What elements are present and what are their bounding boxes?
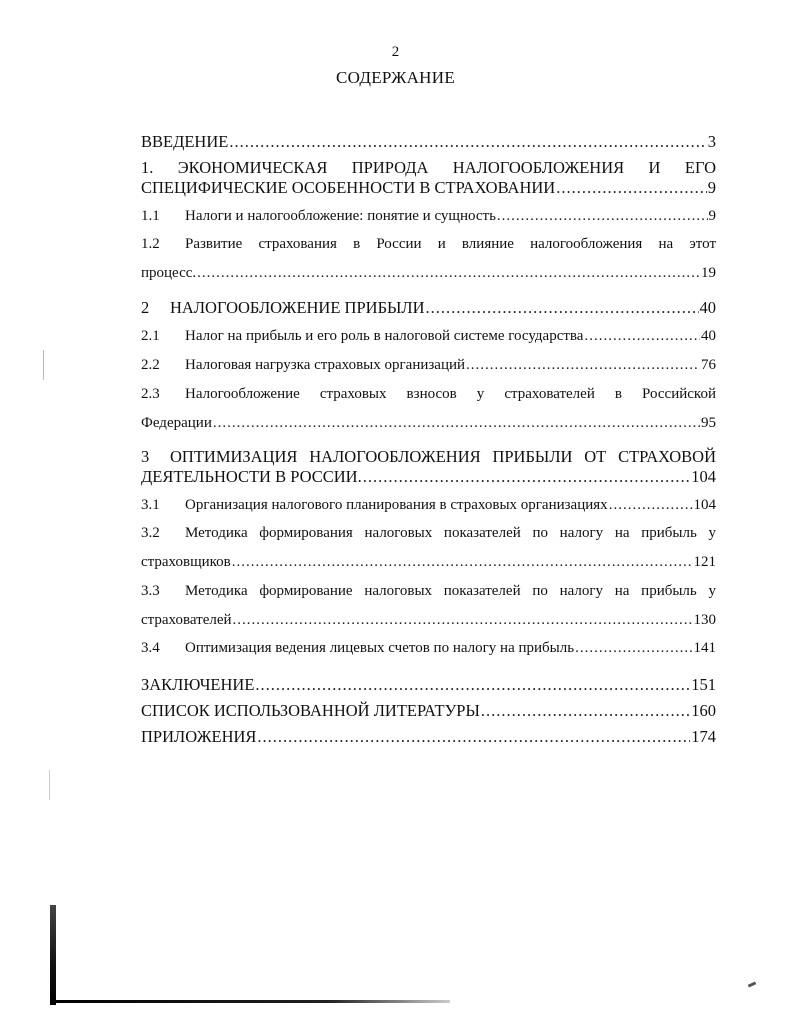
toc-entry-chapter-1[interactable]	[141, 158, 716, 198]
toc-page-number: 76	[701, 357, 716, 373]
toc-entry-text-cont: процесс.	[141, 265, 197, 281]
leader-dots	[497, 206, 708, 226]
scan-artifact-line	[43, 350, 44, 380]
toc-entry-text: ОПТИМИЗАЦИЯ НАЛОГООБЛОЖЕНИЯ ПРИБЫЛИ ОТ СТРАХОВОЙ	[170, 447, 716, 466]
leader-dots	[363, 467, 691, 487]
toc-page-number: 174	[691, 727, 716, 746]
toc-entry-text-cont: ДЕЯТЕЛЬНОСТИ В РОССИИ.	[141, 467, 362, 486]
leader-dots	[257, 727, 690, 747]
toc-entry-section-2-2[interactable]	[141, 355, 716, 375]
toc-entry-text: ВВЕДЕНИЕ	[141, 132, 229, 151]
leader-dots	[255, 675, 690, 695]
toc-page-number: 151	[691, 675, 716, 694]
toc-entry-text: Налоговая нагрузка страховых организаций	[185, 357, 466, 373]
page-number: 2	[391, 44, 400, 60]
toc-page-number: 141	[693, 640, 716, 656]
leader-dots	[466, 355, 700, 375]
leader-dots	[213, 413, 700, 433]
toc-section-number: 3.4	[141, 640, 160, 656]
toc-entry-chapter-2[interactable]	[141, 298, 716, 318]
toc-entry-section-3-3[interactable]	[141, 581, 716, 630]
scan-edge-shadow	[50, 905, 56, 1005]
toc-page-number: 104	[691, 467, 716, 486]
leader-dots	[584, 326, 700, 346]
leader-dots	[481, 701, 690, 721]
leader-dots	[609, 495, 693, 515]
toc-entry-section-3-2[interactable]	[141, 523, 716, 572]
toc-page-number: 104	[693, 497, 716, 513]
toc-entry-text: Методика формирование налоговых показателей по налогу на прибыль у	[185, 583, 716, 599]
toc-entry-text: СПИСОК ИСПОЛЬЗОВАННОЙ ЛИТЕРАТУРЫ	[141, 701, 480, 720]
leader-dots	[575, 638, 692, 658]
leader-dots	[233, 610, 693, 630]
toc-entry-text: 1. ЭКОНОМИЧЕСКАЯ ПРИРОДА НАЛОГООБЛОЖЕНИЯ И ЕГО	[141, 158, 716, 177]
toc-section-number: 2	[141, 298, 150, 317]
toc-entry-text: Налоги и налогообложение: понятие и сущность	[185, 208, 496, 224]
toc-entry-text-cont: страховщиков	[141, 554, 231, 570]
toc-entry-text: Налог на прибыль и его роль в налоговой системе государства	[185, 328, 584, 344]
leader-dots	[556, 178, 707, 198]
toc-section-number: 3.1	[141, 497, 160, 513]
toc-entry-references[interactable]	[141, 701, 716, 721]
scan-edge-shadow	[50, 1000, 450, 1003]
toc-entry-text: НАЛОГООБЛОЖЕНИЕ ПРИБЫЛИ	[170, 298, 425, 317]
toc-entry-text: Организация налогового планирования в страховых организациях	[185, 497, 608, 513]
toc-entry-text-cont: страхователей	[141, 612, 232, 628]
scan-artifact-mark	[748, 981, 757, 987]
toc-page-number: 40	[699, 298, 716, 317]
toc-page-number: 3	[707, 132, 716, 151]
toc-section-number: 2.3	[141, 386, 160, 402]
toc-page-number: 130	[693, 612, 716, 628]
toc-entry-text: Методика формирования налоговых показателей по налогу на прибыль у	[185, 525, 716, 541]
toc-page-number: 9	[707, 178, 716, 197]
toc-entry-section-2-3[interactable]	[141, 384, 716, 433]
toc-page-number: 95	[701, 415, 716, 431]
toc-entry-appendix[interactable]	[141, 727, 716, 747]
toc-section-number: 2.1	[141, 328, 160, 344]
toc-section-number: 2.2	[141, 357, 160, 373]
toc-entry-text-cont: СПЕЦИФИЧЕСКИЕ ОСОБЕННОСТИ В СТРАХОВАНИИ	[141, 178, 556, 197]
toc-entry-section-1-2[interactable]	[141, 234, 716, 283]
leader-dots	[197, 263, 700, 283]
toc-entry-conclusion[interactable]	[141, 675, 716, 695]
toc-entry-text: Развитие страхования в России и влияние налогообложения на этот	[185, 236, 716, 252]
toc-entry-section-2-1[interactable]	[141, 326, 716, 346]
toc-page-number: 40	[701, 328, 716, 344]
leader-dots	[229, 132, 706, 152]
page-title: СОДЕРЖАНИЕ	[335, 68, 456, 87]
toc-entry-text: Налогообложение страховых взносов у страхователей в Российской	[185, 386, 716, 402]
scan-artifact-line	[49, 770, 50, 800]
leader-dots	[232, 552, 693, 572]
toc-entry-intro[interactable]	[141, 132, 716, 152]
toc-page-number: 19	[701, 265, 716, 281]
toc-entry-chapter-3[interactable]	[141, 447, 716, 487]
toc-entry-section-1-1[interactable]	[141, 206, 716, 226]
toc-entry-text: Оптимизация ведения лицевых счетов по налогу на прибыль	[185, 640, 575, 656]
toc-entry-section-3-1[interactable]	[141, 495, 716, 515]
toc-page-number: 121	[693, 554, 716, 570]
toc-entry-text-cont: Федерации	[141, 415, 212, 431]
toc-entry-section-3-4[interactable]	[141, 638, 716, 658]
toc-page-number: 9	[708, 208, 716, 224]
toc-entry-text: ПРИЛОЖЕНИЯ	[141, 727, 257, 746]
toc-section-number: 3.3	[141, 583, 160, 599]
leader-dots	[426, 298, 699, 318]
toc-section-number: 3.2	[141, 525, 160, 541]
toc-section-number: 3	[141, 447, 150, 466]
toc-section-number: 1.1	[141, 208, 160, 224]
toc-entry-text: ЗАКЛЮЧЕНИЕ	[141, 675, 255, 694]
toc-page-number: 160	[691, 701, 716, 720]
toc-section-number: 1.2	[141, 236, 160, 252]
